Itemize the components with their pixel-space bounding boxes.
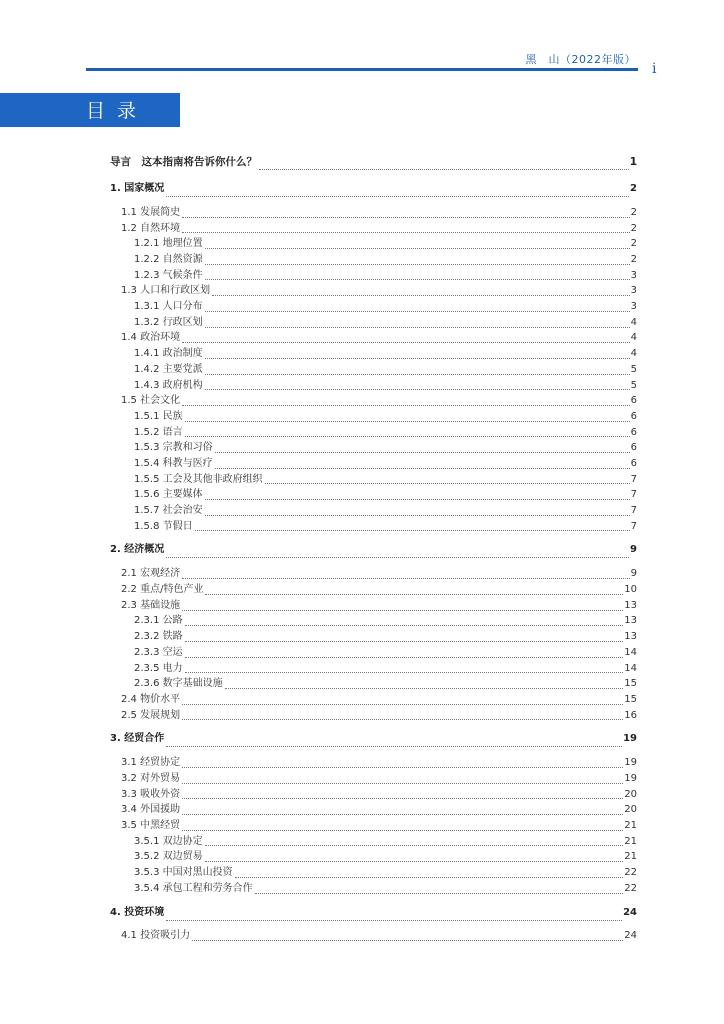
toc-entry[interactable] <box>110 802 637 818</box>
toc-entry-title: 1.5.3 宗教和习俗 <box>134 442 213 454</box>
toc-entry-title: 1.2.1 地理位置 <box>134 238 203 250</box>
toc-entry-page: 13 <box>624 599 637 611</box>
toc-entry-page: 2 <box>630 222 637 234</box>
toc-entry-title: 1.4.3 政府机构 <box>134 379 203 391</box>
toc-entry-title: 2.3.6 数字基础设施 <box>134 678 223 690</box>
header-divider <box>86 68 638 71</box>
toc-dot-leader <box>185 641 624 642</box>
toc-entry[interactable] <box>110 755 637 771</box>
toc-entry[interactable] <box>110 346 637 362</box>
toc-dot-leader <box>182 405 630 406</box>
toc-entry-title: 导言 这本指南将告诉你什么？ <box>110 156 257 168</box>
toc-entry[interactable] <box>110 728 637 750</box>
toc-entry-title: 1.5.1 民族 <box>134 410 183 422</box>
toc-entry[interactable] <box>110 440 637 456</box>
toc-dot-leader <box>205 389 630 390</box>
toc-entry-page: 24 <box>623 906 637 918</box>
toc-entry-page: 3 <box>630 301 637 313</box>
toc-entry-title: 2.4 物价水平 <box>121 693 181 705</box>
toc-entry[interactable] <box>110 472 637 488</box>
toc-entry-title: 2.5 发展规划 <box>121 709 181 721</box>
toc-dot-leader <box>205 358 630 359</box>
toc-dot-leader <box>195 530 630 531</box>
toc-entry-page: 19 <box>624 772 637 784</box>
toc-entry[interactable] <box>110 902 637 924</box>
toc-entry-title: 2.2 重点/特色产业 <box>121 584 204 596</box>
toc-entry[interactable] <box>110 299 637 315</box>
toc-entry-title: 2.3.2 铁路 <box>134 631 183 643</box>
toc-entry-page: 22 <box>624 867 637 879</box>
toc-entry-page: 21 <box>624 851 637 863</box>
toc-entry-title: 1. 国家概况 <box>110 183 165 194</box>
toc-entry-title: 3.5 中黑经贸 <box>121 820 181 832</box>
toc-entry-title: 1.5.6 主要媒体 <box>134 489 203 501</box>
toc-entry-title: 3.3 吸收外资 <box>121 788 181 800</box>
toc-entry-page: 7 <box>630 505 637 517</box>
toc-dot-leader <box>182 814 623 815</box>
toc-entry-page: 2 <box>630 238 637 250</box>
toc-entry-page: 15 <box>624 678 637 690</box>
toc-entry[interactable] <box>110 708 637 724</box>
toc-dot-leader <box>182 798 623 799</box>
toc-dot-leader <box>205 499 630 500</box>
toc-entry-page: 13 <box>624 631 637 643</box>
toc-entry-page: 3 <box>630 285 637 297</box>
toc-entry[interactable] <box>110 865 637 881</box>
toc-dot-leader <box>185 421 630 422</box>
toc-entry-page: 21 <box>624 820 637 832</box>
toc-entry-title: 2.1 宏观经济 <box>121 568 181 580</box>
toc-entry[interactable] <box>110 645 637 661</box>
toc-entry-page: 6 <box>630 442 637 454</box>
toc-entry-page: 15 <box>624 693 637 705</box>
toc-entry-title: 2.3.3 空运 <box>134 646 183 658</box>
toc-dot-leader <box>215 468 630 469</box>
toc-entry-page: 16 <box>624 709 637 721</box>
toc-dot-leader <box>182 767 623 768</box>
toc-entry[interactable] <box>110 519 637 535</box>
toc-dot-leader <box>212 295 630 296</box>
toc-entry-title: 1.4.2 主要党派 <box>134 363 203 375</box>
toc-dot-leader <box>205 311 630 312</box>
toc-entry-title: 1.2.2 自然资源 <box>134 254 203 266</box>
toc-entry-page: 20 <box>624 788 637 800</box>
toc-entry-page: 19 <box>624 757 637 769</box>
toc-dot-leader <box>185 657 624 658</box>
toc-entry[interactable] <box>110 818 637 834</box>
toc-entry[interactable] <box>110 771 637 787</box>
toc-entry-page: 2 <box>630 206 637 218</box>
toc-entry-page: 4 <box>630 348 637 360</box>
toc-entry-title: 3.2 对外贸易 <box>121 772 181 784</box>
toc-entry-page: 14 <box>624 646 637 658</box>
toc-entry[interactable] <box>110 151 637 173</box>
toc-dot-leader <box>182 342 630 343</box>
toc-dot-leader <box>205 515 630 516</box>
toc-entry[interactable] <box>110 252 637 268</box>
running-header-title: 黑 山（2022年版） <box>525 53 636 66</box>
table-of-contents <box>110 151 637 944</box>
toc-entry-title: 3.4 外国援助 <box>121 804 181 816</box>
toc-entry[interactable] <box>110 661 637 677</box>
toc-entry-title: 1.2 自然环境 <box>121 222 181 234</box>
toc-dot-leader <box>265 483 630 484</box>
toc-entry[interactable] <box>110 236 637 252</box>
toc-dot-leader <box>182 610 623 611</box>
toc-entry-page: 6 <box>630 426 637 438</box>
toc-entry-page: 21 <box>624 835 637 847</box>
toc-entry-page: 22 <box>624 882 637 894</box>
toc-entry-title: 1.5.5 工会及其他非政府组织 <box>134 473 263 485</box>
toc-entry[interactable] <box>110 178 637 200</box>
toc-entry[interactable] <box>110 582 637 598</box>
toc-entry-title: 2.3 基础设施 <box>121 599 181 611</box>
toc-dot-leader <box>259 169 629 170</box>
toc-entry-title: 2.3.1 公路 <box>134 615 183 627</box>
toc-dot-leader <box>182 783 623 784</box>
toc-entry-title: 1.3.1 人口分布 <box>134 301 203 313</box>
toc-entry[interactable] <box>110 456 637 472</box>
toc-entry-page: 24 <box>624 930 637 942</box>
toc-entry[interactable] <box>110 331 637 347</box>
toc-entry-title: 3.1 经贸协定 <box>121 757 181 769</box>
toc-dot-leader <box>185 672 624 673</box>
toc-entry-page: 1 <box>629 156 637 168</box>
toc-entry[interactable] <box>110 393 637 409</box>
toc-entry[interactable] <box>110 629 637 645</box>
toc-entry-title: 1.5.2 语言 <box>134 426 183 438</box>
toc-dot-leader <box>182 578 630 579</box>
toc-dot-leader <box>205 279 630 280</box>
toc-entry-title: 1.1 发展简史 <box>121 206 181 218</box>
toc-entry-title: 3.5.3 中国对黑山投资 <box>134 867 233 879</box>
toc-entry[interactable] <box>110 503 637 519</box>
toc-entry-title: 3. 经贸合作 <box>110 733 165 745</box>
toc-dot-leader <box>225 688 624 689</box>
toc-dot-leader <box>205 861 624 862</box>
toc-dot-leader <box>235 877 624 878</box>
page-number: i <box>652 61 657 77</box>
toc-entry-page: 20 <box>624 804 637 816</box>
toc-entry-page: 7 <box>630 520 637 532</box>
toc-dot-leader <box>185 436 630 437</box>
toc-entry[interactable] <box>110 566 637 582</box>
toc-dot-leader <box>166 746 622 747</box>
toc-dot-leader <box>205 845 624 846</box>
toc-entry-title: 1.3.2 行政区划 <box>134 316 203 328</box>
toc-dot-leader <box>205 264 630 265</box>
toc-dot-leader <box>215 452 630 453</box>
toc-entry[interactable] <box>110 425 637 441</box>
toc-entry[interactable] <box>110 362 637 378</box>
toc-entry-page: 14 <box>624 662 637 674</box>
toc-entry-title: 1.5.4 科教与医疗 <box>134 457 213 469</box>
toc-dot-leader <box>205 327 630 328</box>
toc-entry[interactable] <box>110 378 637 394</box>
toc-entry-page: 2 <box>630 183 637 194</box>
toc-entry[interactable] <box>110 787 637 803</box>
toc-entry[interactable] <box>110 539 637 561</box>
toc-entry-title: 1.5.7 社会治安 <box>134 505 203 517</box>
toc-dot-leader <box>185 625 624 626</box>
toc-entry-page: 3 <box>630 269 637 281</box>
toc-entry[interactable] <box>110 614 637 630</box>
toc-entry-page: 4 <box>630 316 637 328</box>
toc-dot-leader <box>205 248 630 249</box>
toc-entry-title: 1.5.8 节假日 <box>134 520 193 532</box>
toc-dot-leader <box>182 217 630 218</box>
toc-entry[interactable] <box>110 315 637 331</box>
toc-entry[interactable] <box>110 283 637 299</box>
section-heading: 目录 <box>86 100 149 122</box>
toc-entry[interactable] <box>110 849 637 865</box>
toc-dot-leader <box>205 374 630 375</box>
toc-entry-title: 2.3.5 电力 <box>134 662 183 674</box>
toc-entry-page: 2 <box>630 254 637 266</box>
toc-entry-page: 19 <box>623 733 637 745</box>
toc-entry-title: 1.4 政治环境 <box>121 332 181 344</box>
toc-dot-leader <box>182 719 623 720</box>
toc-entry-page: 5 <box>630 379 637 391</box>
toc-entry-title: 1.4.1 政治制度 <box>134 348 203 360</box>
toc-entry-title: 3.5.4 承包工程和劳务合作 <box>134 882 253 894</box>
toc-dot-leader <box>205 594 623 595</box>
toc-dot-leader <box>255 893 624 894</box>
toc-entry-title: 1.3 人口和行政区划 <box>121 285 211 297</box>
toc-dot-leader <box>166 920 622 921</box>
toc-entry-title: 3.5.2 双边贸易 <box>134 851 203 863</box>
toc-dot-leader <box>182 232 630 233</box>
toc-entry-page: 9 <box>630 544 637 556</box>
toc-entry[interactable] <box>110 929 637 945</box>
toc-entry-page: 6 <box>630 457 637 469</box>
toc-entry-page: 13 <box>624 615 637 627</box>
toc-entry-page: 5 <box>630 363 637 375</box>
toc-entry-title: 4. 投资环境 <box>110 906 165 918</box>
toc-entry-title: 3.5.1 双边协定 <box>134 835 203 847</box>
toc-entry[interactable] <box>110 834 637 850</box>
toc-entry-page: 10 <box>624 584 637 596</box>
toc-entry[interactable] <box>110 487 637 503</box>
toc-entry-page: 9 <box>630 568 637 580</box>
toc-entry[interactable] <box>110 409 637 425</box>
toc-entry-title: 4.1 投资吸引力 <box>121 930 191 942</box>
toc-dot-leader <box>192 940 623 941</box>
toc-entry-page: 7 <box>630 489 637 501</box>
toc-entry[interactable] <box>110 676 637 692</box>
toc-dot-leader <box>182 830 623 831</box>
toc-entry[interactable] <box>110 881 637 897</box>
toc-dot-leader <box>182 704 623 705</box>
toc-entry[interactable] <box>110 692 637 708</box>
toc-entry-page: 6 <box>630 395 637 407</box>
toc-entry-page: 4 <box>630 332 637 344</box>
toc-entry-title: 2. 经济概况 <box>110 544 165 556</box>
toc-entry-title: 1.2.3 气候条件 <box>134 269 203 281</box>
toc-dot-leader <box>166 196 629 197</box>
toc-entry[interactable] <box>110 598 637 614</box>
toc-entry[interactable] <box>110 205 637 221</box>
toc-entry[interactable] <box>110 221 637 237</box>
section-heading-tab <box>0 93 180 127</box>
toc-dot-leader <box>166 557 629 558</box>
toc-entry-page: 6 <box>630 410 637 422</box>
toc-entry-page: 7 <box>630 473 637 485</box>
toc-entry-title: 1.5 社会文化 <box>121 395 181 407</box>
toc-entry[interactable] <box>110 268 637 284</box>
